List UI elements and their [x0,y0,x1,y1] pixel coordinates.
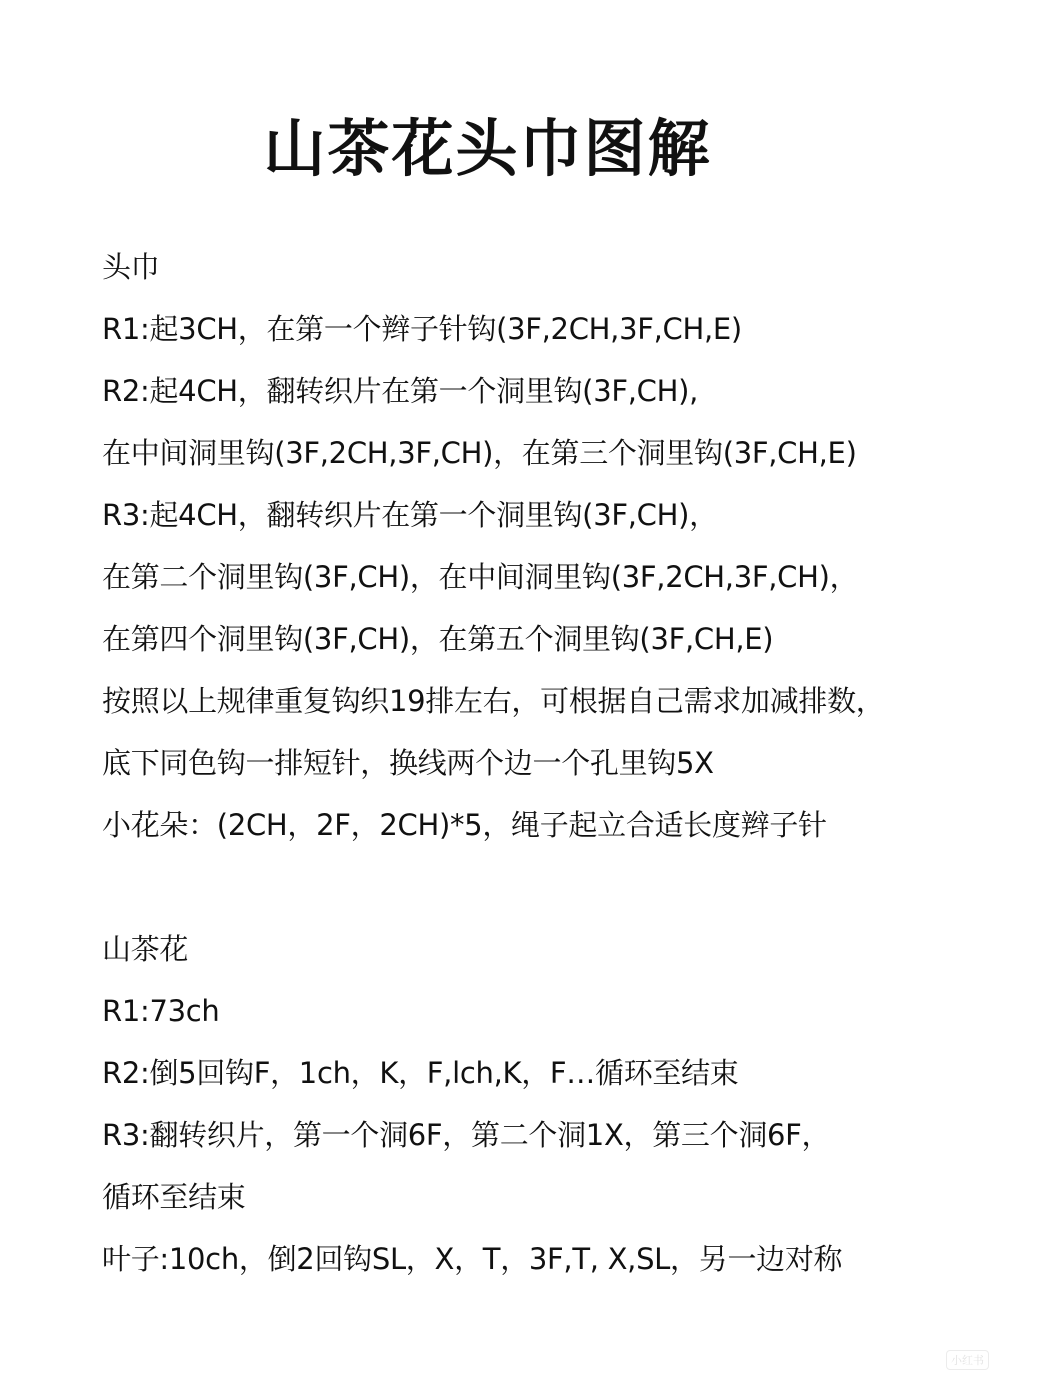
instruction-line: R1:73ch [102,994,220,1028]
instruction-line: R1:起3CH，在第一个辫子针钩(3F,2CH,3F,CH,E) [102,312,742,346]
instruction-line: R2:倒5回钩F，1ch，K，F,lch,K，F…循环至结束 [102,1056,739,1090]
section-heading: 头巾 [102,250,160,284]
page-title: 山茶花头巾图解 [263,112,712,185]
camellia-section [102,918,1002,1290]
instruction-line: 在第二个洞里钩(3F,CH)，在中间洞里钩(3F,2CH,3F,CH)， [102,560,859,594]
instruction-line: 小花朵：(2CH，2F，2CH)*5，绳子起立合适长度辫子针 [102,808,827,842]
instruction-line: R3:翻转织片，第一个洞6F，第二个洞1X，第三个洞6F， [102,1118,831,1152]
headscarf-section [102,236,1002,856]
instruction-line: 在中间洞里钩(3F,2CH,3F,CH)，在第三个洞里钩(3F,CH,E) [102,436,857,470]
instruction-line: 在第四个洞里钩(3F,CH)，在第五个洞里钩(3F,CH,E) [102,622,774,656]
watermark-logo: 小红书 [946,1350,989,1370]
instruction-line: R2:起4CH，翻转织片在第一个洞里钩(3F,CH), [102,374,699,408]
section-heading: 山茶花 [102,932,189,966]
instruction-line: 底下同色钩一排短针，换线两个边一个孔里钩5X [102,746,714,780]
instruction-line: 循环至结束 [102,1180,246,1214]
instruction-line: 按照以上规律重复钩织19排左右，可根据自己需求加减排数， [102,684,885,718]
instruction-line: 叶子:10ch，倒2回钩SL，X，T，3F,T, X,SL，另一边对称 [102,1242,843,1276]
instruction-line: R3:起4CH，翻转织片在第一个洞里钩(3F,CH)， [102,498,718,532]
